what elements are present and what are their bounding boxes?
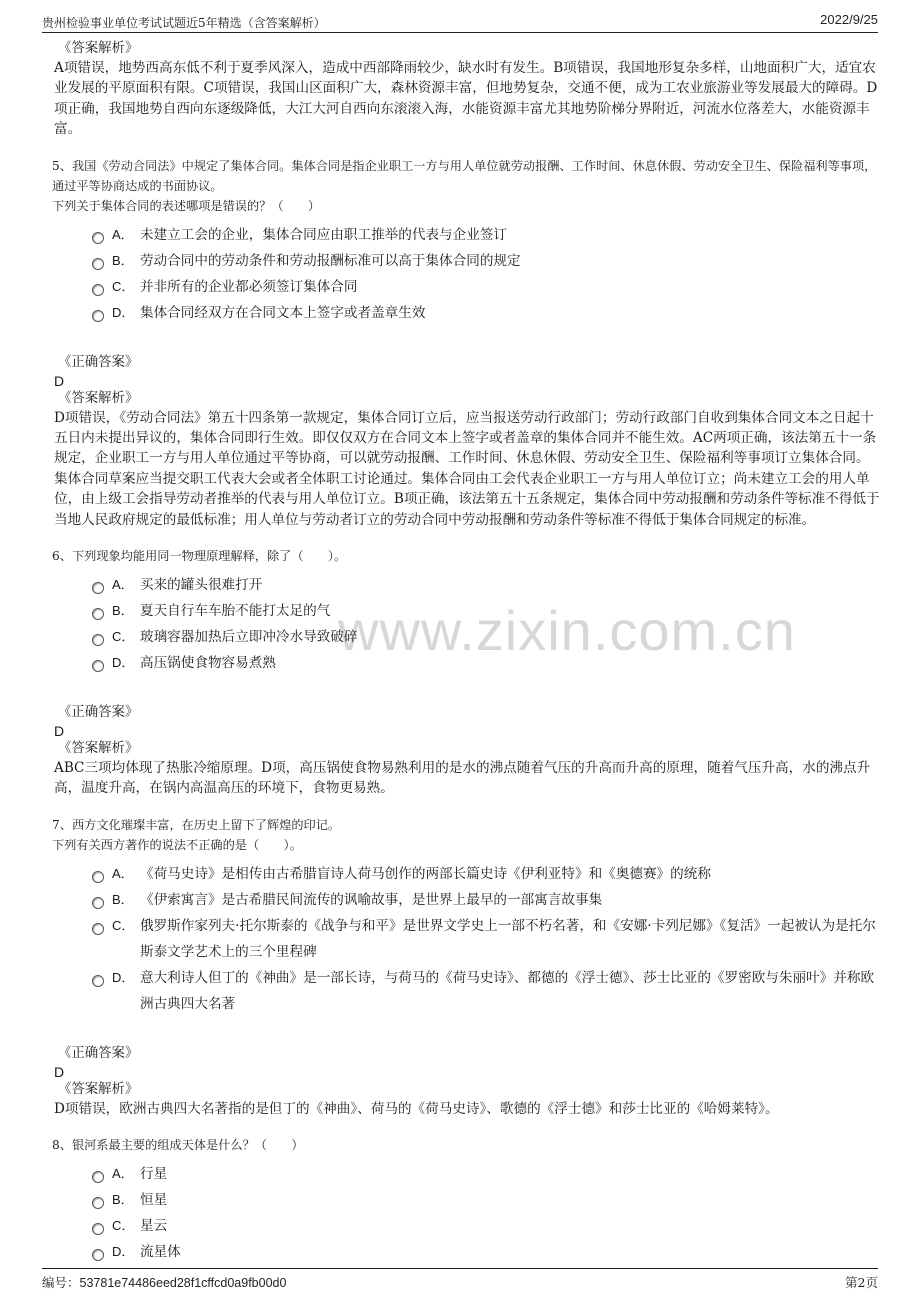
- radio-icon[interactable]: [92, 284, 104, 296]
- analysis-label: 《答案解析》: [58, 41, 139, 56]
- page-number: 第2页: [845, 1275, 878, 1290]
- analysis-label: 《答案解析》: [58, 1081, 139, 1097]
- question-stem: 7、西方文化璀璨丰富，在历史上留下了辉煌的印记。: [52, 817, 341, 832]
- question-sub: 下列关于集体合同的表述哪项是错误的？（ ）: [52, 198, 321, 213]
- radio-icon[interactable]: [92, 660, 104, 672]
- radio-icon[interactable]: [92, 1197, 104, 1209]
- option-list: [92, 1161, 880, 1265]
- radio-icon[interactable]: [92, 232, 104, 244]
- analysis-label: 《答案解析》: [58, 390, 139, 406]
- analysis-text: ABC三项均体现了热胀冷缩原理。D项，高压锅使食物易熟利用的是水的沸点随着气压的升高而升高的原理，随着气压升高，水的沸点升高，温度升高，在锅内高温高压的环境下，食物更易熟。: [54, 760, 871, 797]
- radio-icon[interactable]: [92, 975, 104, 987]
- document-title: 贵州检验事业单位考试试题近5年精选（含答案解析）: [42, 16, 326, 30]
- option-c[interactable]: C． 并非所有的企业都必须签订集体合同: [92, 274, 880, 300]
- radio-icon[interactable]: [92, 1249, 104, 1261]
- answer-label: 《正确答案》: [58, 354, 139, 370]
- radio-icon[interactable]: [92, 582, 104, 594]
- radio-icon[interactable]: [92, 897, 104, 909]
- question-sub: 下列有关西方著作的说法不正确的是（ ）。: [52, 837, 302, 852]
- option-a[interactable]: A． 买来的罐头很难打开: [92, 572, 880, 598]
- document-date: 2022/9/25: [820, 12, 878, 27]
- option-b[interactable]: B． 夏天自行车车胎不能打太足的气: [92, 598, 880, 624]
- radio-icon[interactable]: [92, 923, 104, 935]
- option-c[interactable]: C． 俄罗斯作家列夫·托尔斯泰的《战争与和平》是世界文学史上一部不朽名著，和《安娜·卡列尼娜》《复活》一起被认为是托尔斯泰文学艺术上的三个里程碑: [92, 913, 880, 965]
- analysis-text: D项错误，《劳动合同法》第五十四条第一款规定，集体合同订立后，应当报送劳动行政部门；劳动行政部门自收到集体合同文本之日起十五日内未提出异议的，集体合同即行生效。即仅仅双方在合同文本上签字或者盖章的集体合同并不能生效。AC两项正确，该法第五十一条规定，企业职工一方与用人单位通过平等协商，可以就劳动报酬、工作时间、休息休假、劳动安全卫生、保险福利等事项订立集体合同。集体合同草案应当提交职工代表大会或者全体职工讨论通过。集体合同由工会代表企业职工一方与用人单位订立；尚未建立工会的用人单位，由上级工会指导劳动者推举的代表与用人单位订立。B项正确，该法第五十五条规定，集体合同中劳动报酬和劳动条件等标准不得低于当地人民政府规定的最低标准；用人单位与劳动者订立的劳动合同中劳动报酬和劳动条件等标准不得低于集体合同规定的标准。: [54, 409, 880, 528]
- answer-value: D: [54, 723, 65, 740]
- radio-icon[interactable]: [92, 608, 104, 620]
- option-list: [92, 222, 880, 326]
- option-d[interactable]: D． 流星体: [92, 1239, 880, 1265]
- question-stem: 8、银河系最主要的组成天体是什么？（ ）: [52, 1138, 304, 1153]
- watermark: www.zixin.com.cn: [338, 599, 796, 662]
- document-body: [54, 40, 880, 1265]
- page-footer: [42, 1268, 878, 1291]
- option-d[interactable]: D． 意大利诗人但丁的《神曲》是一部长诗，与荷马的《荷马史诗》、都德的《浮士德》、莎士比亚的《罗密欧与朱丽叶》并称欧洲古典四大名著: [92, 965, 880, 1017]
- question-stem: 5、我国《劳动合同法》中规定了集体合同。集体合同是指企业职工一方与用人单位就劳动报酬、工作时间、休息休假、劳动安全卫生、保险福利等事项，通过平等协商达成的书面协议。: [52, 158, 877, 193]
- option-c[interactable]: C． 星云: [92, 1213, 880, 1239]
- option-d[interactable]: D． 高压锅使食物容易煮熟: [92, 650, 880, 676]
- option-a[interactable]: A． 未建立工会的企业，集体合同应由职工推举的代表与企业签订: [92, 222, 880, 248]
- answer-value: D: [54, 372, 65, 389]
- option-b[interactable]: B． 《伊索寓言》是古希腊民间流传的讽喻故事，是世界上最早的一部寓言故事集: [92, 887, 880, 913]
- option-list: [92, 861, 880, 1017]
- radio-icon[interactable]: [92, 310, 104, 322]
- document-code: 编号：53781e74486eed28f1cffcd0a9fb00d0: [42, 1275, 287, 1290]
- radio-icon[interactable]: [92, 1171, 104, 1183]
- option-a[interactable]: A． 行星: [92, 1161, 880, 1187]
- radio-icon[interactable]: [92, 871, 104, 883]
- analysis-label: 《答案解析》: [58, 741, 139, 757]
- option-d[interactable]: D． 集体合同经双方在合同文本上签字或者盖章生效: [92, 300, 880, 326]
- analysis-text: A项错误，地势西高东低不利于夏季风深入，造成中西部降雨较少，缺水时有发生。B项错误，我国地形复杂多样，山地面积广大，适宜农业发展的平原面积有限。C项错误，我国山区面积广大，森林资源丰富，但地势复杂，交通不便，成为工农业旅游业等发展最大的障碍。D项正确，我国地势自西向东逐级降低，大江大河自西向东滚滚入海，水能资源丰富尤其地势阶梯分界附近，河流水位落差大，水能资源丰富。: [54, 60, 878, 138]
- answer-label: 《正确答案》: [58, 1045, 139, 1061]
- answer-value: D: [54, 1063, 65, 1080]
- option-b[interactable]: B． 劳动合同中的劳动条件和劳动报酬标准可以高于集体合同的规定: [92, 248, 880, 274]
- radio-icon[interactable]: [92, 258, 104, 270]
- analysis-text: D项错误，欧洲古典四大名著指的是但丁的《神曲》、荷马的《荷马史诗》、歌德的《浮士德》和莎士比亚的《哈姆莱特》。: [54, 1100, 779, 1117]
- question-stem: 6、下列现象均能用同一物理原理解释，除了（ ）。: [52, 549, 347, 564]
- radio-icon[interactable]: [92, 634, 104, 646]
- page-header: [42, 8, 878, 33]
- option-a[interactable]: A． 《荷马史诗》是相传由古希腊盲诗人荷马创作的两部长篇史诗《伊利亚特》和《奥德赛》的统称: [92, 861, 880, 887]
- answer-label: 《正确答案》: [58, 705, 139, 721]
- option-b[interactable]: B． 恒星: [92, 1187, 880, 1213]
- radio-icon[interactable]: [92, 1223, 104, 1235]
- option-list: [92, 572, 880, 676]
- option-c[interactable]: C． 玻璃容器加热后立即冲冷水导致破碎: [92, 624, 880, 650]
